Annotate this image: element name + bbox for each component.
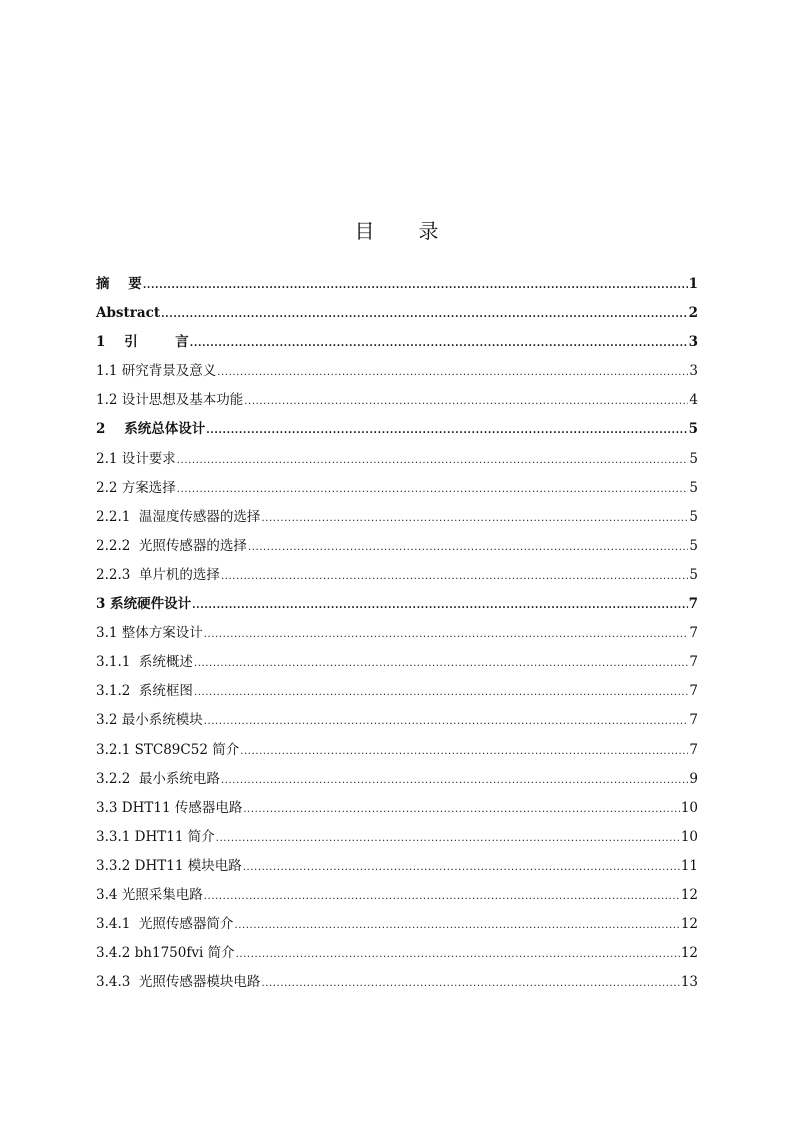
toc-entry[interactable] — [96, 706, 698, 735]
toc-entry-page-number: 9 — [689, 770, 698, 787]
toc-entry-label: 3.1 整体方案设计 — [96, 625, 203, 642]
toc-entry-page-number: 11 — [680, 857, 698, 874]
toc-entry-label: 3 系统硬件设计 — [96, 596, 192, 613]
toc-entry-label: Abstract — [96, 305, 161, 322]
toc-leader-dots — [248, 533, 688, 562]
toc-entry[interactable] — [96, 474, 698, 503]
toc-title-char-1: 目 — [354, 219, 375, 243]
toc-entry[interactable] — [96, 445, 698, 474]
toc-entry-label: 1.1 研究背景及意义 — [96, 363, 217, 380]
toc-entry-page-number: 12 — [680, 945, 698, 962]
toc-entry-page-number: 7 — [689, 712, 698, 729]
toc-entry-page-number: 10 — [680, 799, 698, 816]
toc-entry-page-number: 5 — [689, 508, 698, 525]
toc-entry-label: 2 系统总体设计 — [96, 421, 206, 438]
toc-entry-label: 3.3.1 DHT11 简介 — [96, 828, 215, 845]
toc-entry-page-number: 7 — [689, 654, 698, 671]
toc-leader-dots — [190, 329, 688, 358]
toc-entry[interactable] — [96, 852, 698, 881]
toc-entry-page-number: 7 — [688, 596, 698, 613]
toc-entry[interactable] — [96, 910, 698, 939]
toc-leader-dots — [204, 620, 689, 649]
toc-entry[interactable] — [96, 736, 698, 765]
toc-entry[interactable] — [96, 823, 698, 852]
toc-leader-dots — [143, 271, 688, 300]
toc-entry-page-number: 5 — [689, 566, 698, 583]
toc-leader-dots — [243, 795, 679, 824]
toc-entry-page-number: 1 — [688, 276, 698, 292]
toc-leader-dots — [240, 737, 688, 766]
toc-entry-label: 1.2 设计思想及基本功能 — [96, 392, 244, 409]
toc-leader-dots — [194, 678, 688, 707]
toc-leader-dots — [261, 504, 688, 533]
toc-entry-page-number: 7 — [689, 625, 698, 642]
toc-entry-label: 3.3 DHT11 传感器电路 — [96, 799, 243, 816]
toc-entry-label: 2.2.3 单片机的选择 — [96, 566, 220, 583]
toc-leader-dots — [243, 853, 680, 882]
toc-entry-page-number: 3 — [689, 363, 698, 380]
toc-entry[interactable] — [96, 532, 698, 561]
toc-entry-label: 3.4.3 光照传感器模块电路 — [96, 974, 261, 991]
toc-entry-label: 3.4 光照采集电路 — [96, 886, 203, 903]
toc-entry-label: 3.2 最小系统模块 — [96, 712, 203, 729]
toc-entry[interactable] — [96, 648, 698, 677]
toc-entry-page-number: 5 — [688, 421, 698, 438]
table-of-contents — [96, 270, 698, 997]
toc-entry-page-number: 5 — [689, 450, 698, 467]
toc-entry[interactable] — [96, 939, 698, 968]
toc-leader-dots — [204, 882, 680, 911]
toc-leader-dots — [177, 475, 689, 504]
toc-entry[interactable] — [96, 619, 698, 648]
toc-entry-page-number: 5 — [689, 537, 698, 554]
toc-entry-page-number: 2 — [688, 305, 698, 322]
toc-entry-page-number: 13 — [680, 974, 698, 991]
toc-entry-label: 3.2.2 最小系统电路 — [96, 770, 220, 787]
toc-entry-page-number: 12 — [680, 886, 698, 903]
toc-leader-dots — [192, 591, 688, 620]
toc-title-char-2: 录 — [418, 219, 439, 243]
toc-entry-label: 2.1 设计要求 — [96, 450, 176, 467]
toc-entry[interactable] — [96, 677, 698, 706]
toc-entry-page-number: 10 — [680, 828, 698, 845]
toc-entry-label: 3.4.1 光照传感器简介 — [96, 916, 234, 933]
toc-entry-label: 3.3.2 DHT11 模块电路 — [96, 857, 242, 874]
toc-entry[interactable] — [96, 386, 698, 415]
toc-entry-label: 2.2 方案选择 — [96, 479, 176, 496]
toc-leader-dots — [217, 358, 688, 387]
toc-entry-label: 3.2.1 STC89C52 简介 — [96, 741, 240, 758]
toc-entry-page-number: 12 — [680, 916, 698, 933]
toc-entry-label: 3.1.1 系统概述 — [96, 654, 193, 671]
toc-entry[interactable] — [96, 415, 698, 444]
toc-entry-page-number: 7 — [689, 741, 698, 758]
toc-leader-dots — [244, 387, 688, 416]
toc-entry[interactable] — [96, 503, 698, 532]
toc-entry-label: 3.1.2 系统框图 — [96, 683, 193, 700]
toc-leader-dots — [206, 416, 687, 445]
toc-leader-dots — [221, 562, 688, 591]
toc-entry-page-number: 5 — [689, 479, 698, 496]
toc-leader-dots — [221, 766, 688, 795]
toc-entry[interactable] — [96, 270, 698, 299]
toc-leader-dots — [177, 446, 689, 475]
toc-entry-label: 1 引 言 — [96, 334, 189, 351]
toc-entry[interactable] — [96, 794, 698, 823]
toc-entry[interactable] — [96, 357, 698, 386]
toc-entry[interactable] — [96, 299, 698, 328]
toc-entry-page-number: 3 — [688, 334, 698, 351]
toc-leader-dots — [161, 300, 688, 329]
toc-entry[interactable] — [96, 968, 698, 997]
toc-entry[interactable] — [96, 328, 698, 357]
toc-entry[interactable] — [96, 765, 698, 794]
toc-entry-label: 摘 要 — [96, 276, 142, 292]
toc-leader-dots — [236, 940, 680, 969]
toc-leader-dots — [216, 824, 680, 853]
toc-entry[interactable] — [96, 590, 698, 619]
toc-entry-label: 2.2.2 光照传感器的选择 — [96, 537, 247, 554]
toc-leader-dots — [261, 969, 679, 998]
toc-leader-dots — [204, 707, 689, 736]
toc-entry-label: 2.2.1 温湿度传感器的选择 — [96, 508, 261, 525]
toc-entry-label: 3.4.2 bh1750fvi 简介 — [96, 945, 235, 962]
toc-entry[interactable] — [96, 561, 698, 590]
toc-title — [0, 216, 793, 246]
toc-entry-page-number: 7 — [689, 683, 698, 700]
toc-entry[interactable] — [96, 881, 698, 910]
toc-leader-dots — [234, 911, 679, 940]
toc-entry-page-number: 4 — [689, 392, 698, 409]
toc-leader-dots — [194, 649, 688, 678]
